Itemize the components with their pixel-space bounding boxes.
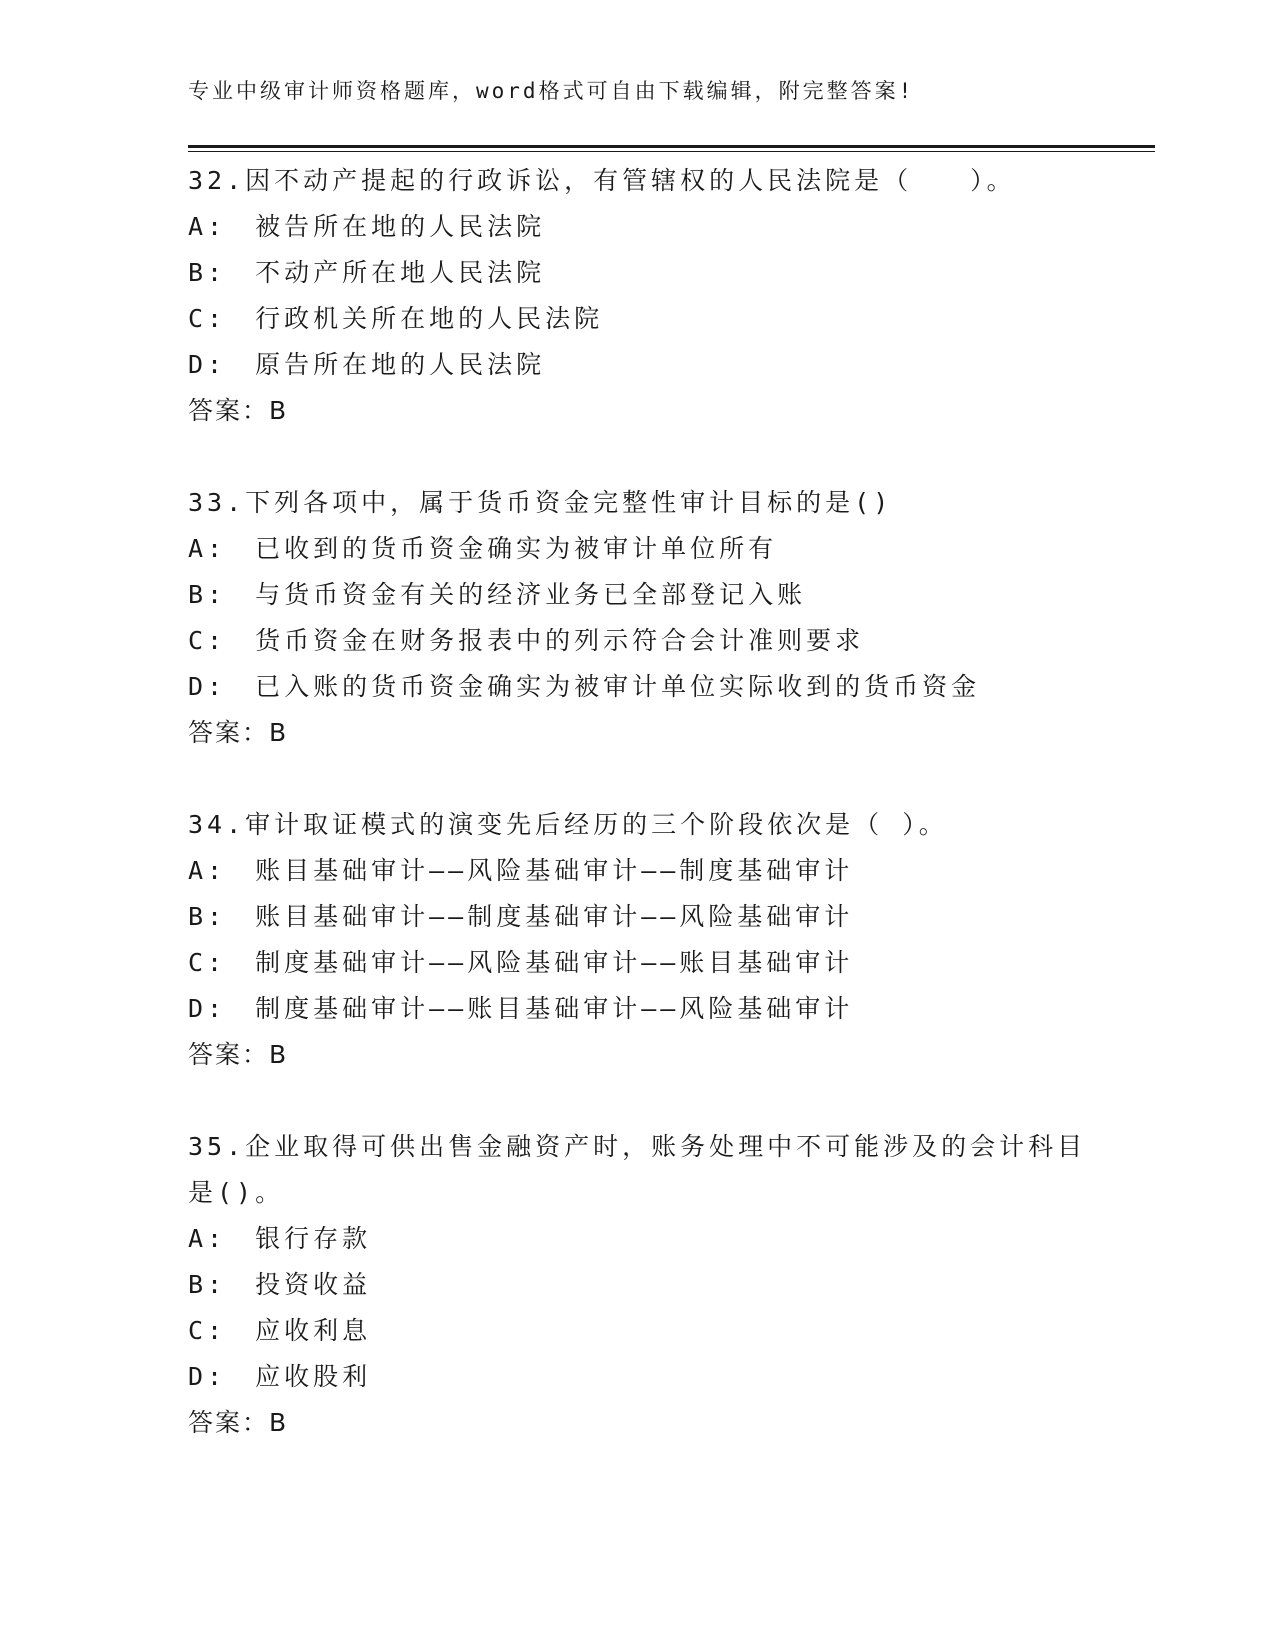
option-b: B: 投资收益: [188, 1270, 372, 1299]
option-d: D: 制度基础审计——账目基础审计——风险基础审计: [188, 994, 854, 1023]
option-a: A: 银行存款: [188, 1224, 372, 1253]
page-header: 专业中级审计师资格题库，word格式可自由下载编辑，附完整答案!: [188, 79, 915, 103]
header-rule-thick: [188, 145, 1155, 148]
question-stem: 35.企业取得可供出售金融资产时，账务处理中不可能涉及的会计科目是()。: [188, 1132, 1087, 1207]
question-33: [188, 480, 1088, 756]
question-35: [188, 1124, 1088, 1446]
answer: 答案：B: [188, 1040, 289, 1069]
question-list: [188, 158, 1088, 1492]
answer: 答案：B: [188, 396, 289, 425]
option-d: D: 已入账的货币资金确实为被审计单位实际收到的货币资金: [188, 672, 981, 701]
option-a: A: 账目基础审计——风险基础审计——制度基础审计: [188, 856, 854, 885]
option-c: C: 制度基础审计——风险基础审计——账目基础审计: [188, 948, 854, 977]
option-d: D: 原告所在地的人民法院: [188, 350, 546, 379]
option-a: A: 已收到的货币资金确实为被审计单位所有: [188, 534, 778, 563]
option-c: C: 行政机关所在地的人民法院: [188, 304, 604, 333]
question-34: [188, 802, 1088, 1078]
question-stem: 34.审计取证模式的演变先后经历的三个阶段依次是（ ）。: [188, 810, 948, 839]
option-c: C: 货币资金在财务报表中的列示符合会计准则要求: [188, 626, 865, 655]
answer: 答案：B: [188, 1408, 289, 1437]
option-d: D: 应收股利: [188, 1362, 372, 1391]
question-32: [188, 158, 1088, 434]
option-b: B: 与货币资金有关的经济业务已全部登记入账: [188, 580, 807, 609]
option-a: A: 被告所在地的人民法院: [188, 212, 546, 241]
option-c: C: 应收利息: [188, 1316, 372, 1345]
answer: 答案：B: [188, 718, 289, 747]
question-stem: 33.下列各项中，属于货币资金完整性审计目标的是(): [188, 488, 893, 517]
header-rule-thin: [188, 151, 1155, 152]
option-b: B: 不动产所在地人民法院: [188, 258, 546, 287]
option-b: B: 账目基础审计——制度基础审计——风险基础审计: [188, 902, 854, 931]
question-stem: 32.因不动产提起的行政诉讼，有管辖权的人民法院是（ ）。: [188, 166, 1016, 195]
